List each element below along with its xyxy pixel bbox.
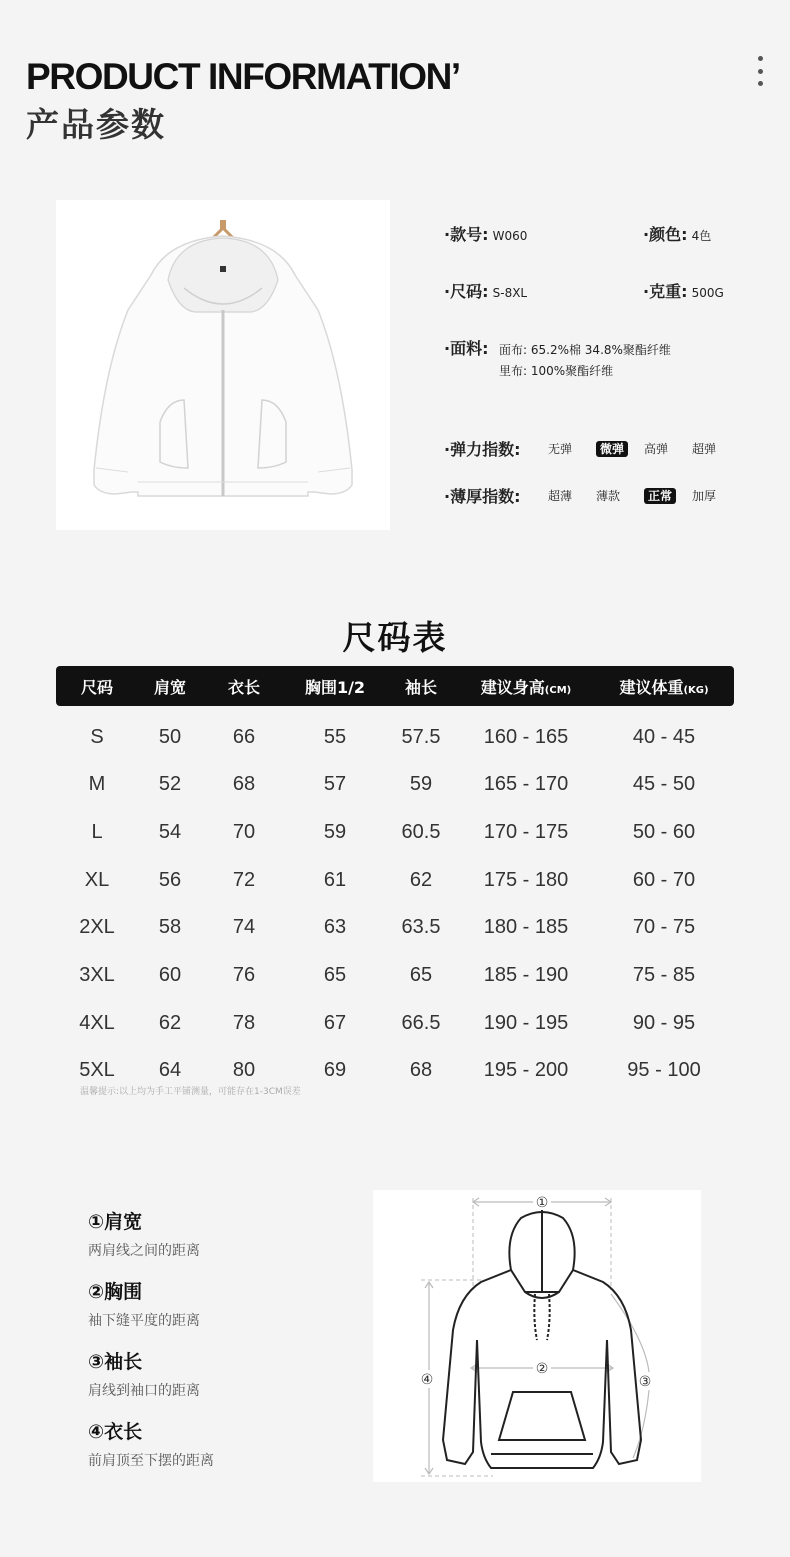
cell-shoulder: 58: [158, 916, 182, 939]
cell-size: S: [90, 726, 104, 748]
cell-sleeve: 66.5: [401, 1011, 441, 1034]
cell-height: 160 - 165: [483, 726, 569, 748]
legend-sleeve: [88, 1347, 200, 1400]
col-header-length: 衣长: [202, 666, 286, 706]
cell-weight: 75 - 85: [632, 964, 696, 987]
spec-value: 4色: [691, 229, 712, 243]
cell-sleeve: 65: [409, 964, 433, 987]
spec-label: ·尺码:: [444, 282, 489, 301]
cell-chest: 55: [323, 726, 347, 748]
cell-shoulder: 60: [158, 964, 182, 987]
legend-desc: 肩线到袖口的距离: [88, 1383, 200, 1399]
cell-size: L: [91, 821, 103, 844]
col-header-height: 建议身高(CM): [458, 666, 594, 706]
page-title-cn: 产品参数: [26, 105, 166, 144]
thickness-option-selected: 正常: [644, 487, 692, 504]
fabric-outer: 面布: 65.2%棉 34.8%聚酯纤维: [499, 343, 671, 357]
thickness-option: 加厚: [692, 489, 717, 503]
cell-length: 72: [232, 868, 256, 891]
table-header-row: [56, 666, 734, 706]
spec-label: ·克重:: [643, 282, 688, 301]
spec-style-no: [444, 222, 527, 245]
spec-size-range: [444, 279, 527, 302]
cell-chest: 65: [323, 964, 347, 987]
cell-height: 185 - 190: [483, 964, 569, 987]
elasticity-option: 高弹: [644, 442, 669, 456]
elasticity-option: 无弹: [548, 442, 573, 456]
measurement-diagram: [373, 1190, 701, 1482]
hoodie-measure-diagram: [373, 1190, 701, 1482]
cell-shoulder: 56: [158, 868, 182, 891]
product-image: [56, 200, 390, 530]
spec-label: ·款号:: [444, 225, 489, 244]
cell-height: 170 - 175: [483, 821, 569, 844]
spec-color: [643, 222, 711, 245]
legend-chest: [88, 1277, 200, 1330]
cell-chest: 67: [323, 1011, 347, 1034]
cell-size: 3XL: [79, 964, 115, 987]
cell-sleeve: 57.5: [401, 726, 441, 748]
cell-chest: 59: [323, 821, 347, 844]
cell-length: 76: [232, 964, 256, 987]
spec-value: W060: [492, 229, 528, 243]
cell-weight: 50 - 60: [632, 821, 696, 844]
cell-height: 180 - 185: [483, 916, 569, 939]
legend-desc: 前肩顶至下摆的距离: [88, 1453, 214, 1469]
cell-chest: 57: [323, 773, 347, 796]
spec-label: ·面料:: [444, 339, 489, 358]
thickness-option: 薄款: [596, 489, 621, 503]
measurement-note: 温馨提示:以上均为手工平铺测量，可能存在1-3CM误差: [80, 1087, 301, 1097]
cell-chest: 63: [323, 916, 347, 939]
legend-title: ①肩宽: [88, 1211, 143, 1233]
thickness-index: [444, 484, 740, 507]
cell-shoulder: 64: [158, 1059, 182, 1082]
cell-shoulder: 54: [158, 821, 182, 844]
cell-height: 195 - 200: [483, 1059, 569, 1082]
col-header-size: 尺码: [56, 666, 138, 706]
legend-desc: 袖下缝平度的距离: [88, 1313, 200, 1329]
cell-size: XL: [84, 868, 110, 891]
marker-4: ④: [420, 1372, 434, 1388]
cell-weight: 45 - 50: [632, 773, 696, 796]
cell-sleeve: 60.5: [401, 821, 441, 844]
table-row: [56, 856, 734, 904]
legend-title: ④衣长: [88, 1421, 143, 1443]
col-header-sleeve: 袖长: [384, 666, 458, 706]
cell-length: 68: [232, 773, 256, 796]
table-row: [56, 706, 734, 761]
marker-3: ③: [638, 1374, 652, 1390]
cell-chest: 61: [323, 868, 347, 891]
table-row: [56, 999, 734, 1047]
cell-shoulder: 50: [158, 726, 182, 748]
table-row: [56, 809, 734, 857]
cell-height: 190 - 195: [483, 1011, 569, 1034]
table-row: [56, 952, 734, 1000]
elasticity-option: 超弹: [692, 442, 717, 456]
cell-size: M: [88, 773, 106, 796]
fabric-lining: 里布: 100%聚酯纤维: [499, 364, 614, 378]
cell-length: 70: [232, 821, 256, 844]
spec-weight: [643, 279, 724, 302]
cell-size: 2XL: [79, 916, 115, 939]
marker-2: ②: [535, 1361, 549, 1377]
legend-title: ②胸围: [88, 1281, 143, 1303]
spec-value: S-8XL: [492, 286, 528, 300]
cell-shoulder: 52: [158, 773, 182, 796]
elasticity-index: [444, 437, 740, 460]
legend-desc: 两肩线之间的距离: [88, 1243, 200, 1259]
thickness-option: 超薄: [548, 489, 573, 503]
marker-1: ①: [535, 1195, 549, 1211]
cell-height: 175 - 180: [483, 868, 569, 891]
col-header-weight: 建议体重(KG): [594, 666, 734, 706]
cell-length: 78: [232, 1011, 256, 1034]
elasticity-label: ·弹力指数:: [444, 440, 521, 459]
cell-weight: 90 - 95: [632, 1011, 696, 1034]
size-chart-title: 尺码表: [342, 618, 448, 657]
legend-shoulder: [88, 1207, 200, 1260]
zip-hoodie-illustration: [56, 200, 390, 530]
cell-weight: 40 - 45: [632, 726, 696, 748]
cell-weight: 60 - 70: [632, 868, 696, 891]
spec-fabric: [444, 336, 488, 359]
more-options-icon[interactable]: [752, 56, 768, 86]
thickness-label: ·薄厚指数:: [444, 487, 521, 506]
size-chart-table: [56, 666, 734, 1095]
cell-length: 66: [232, 726, 256, 748]
cell-sleeve: 62: [409, 868, 433, 891]
fabric-details: [499, 340, 671, 382]
cell-length: 74: [232, 916, 256, 939]
col-header-shoulder: 肩宽: [138, 666, 202, 706]
elasticity-option-selected: 微弹: [596, 440, 644, 457]
cell-sleeve: 59: [409, 773, 433, 796]
table-row: [56, 761, 734, 809]
cell-length: 80: [232, 1059, 256, 1082]
spec-value: 500G: [691, 286, 724, 300]
cell-shoulder: 62: [158, 1011, 182, 1034]
spec-label: ·颜色:: [643, 225, 688, 244]
cell-weight: 95 - 100: [627, 1059, 701, 1082]
table-row: [56, 904, 734, 952]
col-header-chest: 胸围1/2: [286, 666, 384, 706]
legend-length: [88, 1417, 214, 1470]
cell-sleeve: 63.5: [401, 916, 441, 939]
cell-height: 165 - 170: [483, 773, 569, 796]
cell-weight: 70 - 75: [632, 916, 696, 939]
legend-title: ③袖长: [88, 1351, 143, 1373]
cell-size: 4XL: [79, 1011, 115, 1034]
cell-size: 5XL: [79, 1059, 115, 1082]
page-title-en: PRODUCT INFORMATION’: [26, 56, 460, 97]
cell-sleeve: 68: [409, 1059, 433, 1082]
cell-chest: 69: [323, 1059, 347, 1082]
